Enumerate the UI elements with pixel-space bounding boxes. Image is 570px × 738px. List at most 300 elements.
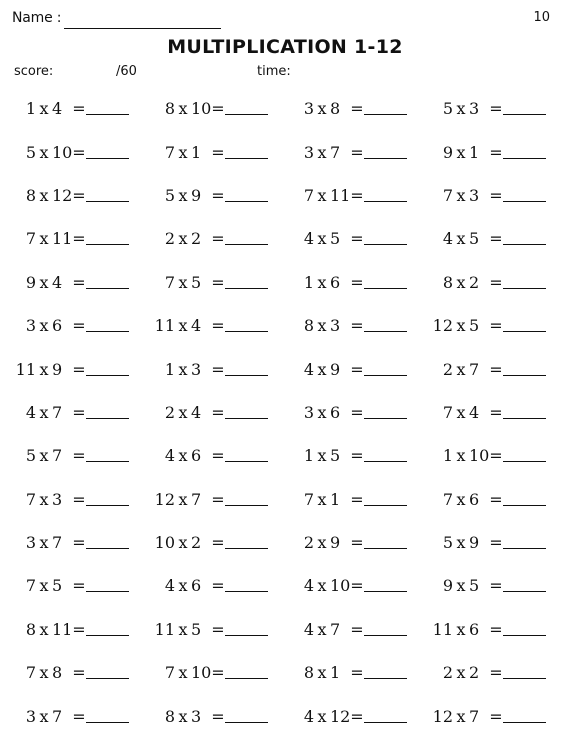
factor-b: 3 bbox=[191, 359, 202, 379]
factor-b: 8 bbox=[52, 663, 63, 683]
times-sign: x bbox=[178, 316, 188, 336]
equals-sign: = bbox=[211, 99, 225, 119]
factor-b: 6 bbox=[330, 402, 341, 422]
problem bbox=[14, 564, 129, 607]
problem-row bbox=[0, 130, 570, 173]
problem bbox=[431, 87, 546, 130]
equals-sign: = bbox=[72, 706, 86, 726]
factor-a: 11 bbox=[15, 359, 36, 379]
factor-a: 3 bbox=[303, 99, 314, 119]
factor-b: 5 bbox=[191, 272, 202, 292]
problem bbox=[153, 174, 268, 217]
factor-a: 12 bbox=[432, 316, 453, 336]
times-sign: x bbox=[456, 142, 466, 162]
equals-sign: = bbox=[350, 663, 364, 683]
times-sign: x bbox=[317, 576, 327, 596]
equals-sign: = bbox=[489, 272, 503, 292]
answer-blank[interactable] bbox=[225, 288, 268, 289]
times-sign: x bbox=[39, 533, 49, 553]
problem bbox=[153, 694, 268, 737]
times-sign: x bbox=[317, 316, 327, 336]
answer-blank[interactable] bbox=[86, 678, 129, 679]
factor-a: 7 bbox=[164, 272, 175, 292]
factor-b: 7 bbox=[330, 619, 341, 639]
factor-b: 10 bbox=[52, 142, 73, 162]
equals-sign: = bbox=[211, 142, 225, 162]
times-sign: x bbox=[456, 576, 466, 596]
times-sign: x bbox=[39, 272, 49, 292]
factor-a: 9 bbox=[442, 142, 453, 162]
times-sign: x bbox=[39, 663, 49, 683]
problem-row bbox=[0, 434, 570, 477]
problem bbox=[14, 608, 129, 651]
equals-sign: = bbox=[489, 402, 503, 422]
answer-blank[interactable] bbox=[364, 591, 407, 592]
answer-blank[interactable] bbox=[364, 158, 407, 159]
answer-blank[interactable] bbox=[86, 418, 129, 419]
problem-row bbox=[0, 174, 570, 217]
equals-sign: = bbox=[72, 489, 86, 509]
factor-b: 4 bbox=[191, 316, 202, 336]
factor-a: 8 bbox=[25, 185, 36, 205]
answer-blank[interactable] bbox=[364, 418, 407, 419]
times-sign: x bbox=[456, 99, 466, 119]
equals-sign: = bbox=[72, 446, 86, 466]
factor-a: 5 bbox=[25, 142, 36, 162]
equals-sign: = bbox=[72, 402, 86, 422]
times-sign: x bbox=[39, 489, 49, 509]
equals-sign: = bbox=[489, 359, 503, 379]
answer-blank[interactable] bbox=[364, 461, 407, 462]
times-sign: x bbox=[317, 142, 327, 162]
equals-sign: = bbox=[72, 359, 86, 379]
factor-a: 2 bbox=[303, 533, 314, 553]
equals-sign: = bbox=[72, 229, 86, 249]
answer-blank[interactable] bbox=[225, 635, 268, 636]
factor-b: 6 bbox=[469, 619, 480, 639]
answer-blank[interactable] bbox=[225, 418, 268, 419]
problem bbox=[153, 130, 268, 173]
problem bbox=[292, 174, 407, 217]
equals-sign: = bbox=[350, 185, 364, 205]
answer-blank[interactable] bbox=[503, 158, 546, 159]
factor-a: 4 bbox=[303, 359, 314, 379]
factor-b: 5 bbox=[469, 229, 480, 249]
factor-b: 9 bbox=[469, 533, 480, 553]
times-sign: x bbox=[39, 402, 49, 422]
problem bbox=[153, 608, 268, 651]
equals-sign: = bbox=[211, 619, 225, 639]
factor-a: 5 bbox=[164, 185, 175, 205]
times-sign: x bbox=[317, 706, 327, 726]
times-sign: x bbox=[456, 489, 466, 509]
equals-sign: = bbox=[211, 316, 225, 336]
equals-sign: = bbox=[211, 576, 225, 596]
answer-blank[interactable] bbox=[503, 505, 546, 506]
problem bbox=[431, 694, 546, 737]
factor-b: 1 bbox=[191, 142, 202, 162]
equals-sign: = bbox=[350, 402, 364, 422]
factor-a: 4 bbox=[442, 229, 453, 249]
factor-a: 4 bbox=[164, 446, 175, 466]
factor-a: 8 bbox=[25, 619, 36, 639]
equals-sign: = bbox=[489, 619, 503, 639]
factor-b: 5 bbox=[469, 576, 480, 596]
problem bbox=[14, 261, 129, 304]
answer-blank[interactable] bbox=[225, 158, 268, 159]
equals-sign: = bbox=[211, 446, 225, 466]
problem bbox=[153, 651, 268, 694]
equals-sign: = bbox=[489, 316, 503, 336]
answer-blank[interactable] bbox=[225, 678, 268, 679]
factor-a: 1 bbox=[164, 359, 175, 379]
answer-blank[interactable] bbox=[86, 288, 129, 289]
equals-sign: = bbox=[211, 489, 225, 509]
equals-sign: = bbox=[72, 533, 86, 553]
times-sign: x bbox=[456, 316, 466, 336]
problem bbox=[292, 261, 407, 304]
problem-row bbox=[0, 347, 570, 390]
equals-sign: = bbox=[350, 142, 364, 162]
answer-blank[interactable] bbox=[86, 244, 129, 245]
problem bbox=[14, 217, 129, 260]
times-sign: x bbox=[317, 272, 327, 292]
equals-sign: = bbox=[350, 272, 364, 292]
answer-blank[interactable] bbox=[225, 548, 268, 549]
equals-sign: = bbox=[72, 619, 86, 639]
answer-blank[interactable] bbox=[503, 114, 546, 115]
factor-a: 12 bbox=[154, 489, 175, 509]
factor-b: 4 bbox=[191, 402, 202, 422]
factor-b: 3 bbox=[330, 316, 341, 336]
factor-a: 4 bbox=[303, 576, 314, 596]
factor-b: 4 bbox=[52, 99, 63, 119]
answer-blank[interactable] bbox=[364, 331, 407, 332]
answer-blank[interactable] bbox=[86, 331, 129, 332]
factor-b: 1 bbox=[330, 489, 341, 509]
equals-sign: = bbox=[350, 706, 364, 726]
times-sign: x bbox=[178, 619, 188, 639]
factor-b: 11 bbox=[330, 185, 351, 205]
problem bbox=[14, 694, 129, 737]
equals-sign: = bbox=[489, 229, 503, 249]
equals-sign: = bbox=[350, 446, 364, 466]
problem bbox=[292, 434, 407, 477]
times-sign: x bbox=[178, 402, 188, 422]
factor-b: 9 bbox=[191, 185, 202, 205]
page-number: 10 bbox=[533, 10, 550, 25]
answer-blank[interactable] bbox=[86, 505, 129, 506]
times-sign: x bbox=[178, 359, 188, 379]
times-sign: x bbox=[456, 706, 466, 726]
equals-sign: = bbox=[350, 316, 364, 336]
times-sign: x bbox=[39, 446, 49, 466]
problem bbox=[292, 87, 407, 130]
answer-blank[interactable] bbox=[503, 244, 546, 245]
equals-sign: = bbox=[350, 533, 364, 553]
factor-b: 6 bbox=[469, 489, 480, 509]
equals-sign: = bbox=[72, 142, 86, 162]
equals-sign: = bbox=[211, 533, 225, 553]
times-sign: x bbox=[456, 446, 466, 466]
answer-blank[interactable] bbox=[503, 722, 546, 723]
answer-blank[interactable] bbox=[503, 678, 546, 679]
answer-blank[interactable] bbox=[503, 375, 546, 376]
problem bbox=[292, 521, 407, 564]
answer-blank[interactable] bbox=[86, 201, 129, 202]
problem-row bbox=[0, 564, 570, 607]
answer-blank[interactable] bbox=[503, 418, 546, 419]
factor-a: 3 bbox=[25, 533, 36, 553]
factor-b: 7 bbox=[52, 533, 63, 553]
factor-a: 4 bbox=[303, 619, 314, 639]
answer-blank[interactable] bbox=[225, 201, 268, 202]
problem bbox=[431, 130, 546, 173]
answer-blank[interactable] bbox=[225, 461, 268, 462]
problem bbox=[153, 217, 268, 260]
times-sign: x bbox=[178, 142, 188, 162]
problem-row bbox=[0, 651, 570, 694]
times-sign: x bbox=[456, 359, 466, 379]
problem bbox=[153, 87, 268, 130]
times-sign: x bbox=[178, 533, 188, 553]
problem bbox=[153, 478, 268, 521]
problem bbox=[292, 651, 407, 694]
problem bbox=[14, 304, 129, 347]
answer-blank[interactable] bbox=[86, 548, 129, 549]
factor-a: 9 bbox=[442, 576, 453, 596]
factor-a: 8 bbox=[164, 706, 175, 726]
problem bbox=[292, 608, 407, 651]
answer-blank[interactable] bbox=[364, 505, 407, 506]
factor-b: 10 bbox=[191, 663, 212, 683]
answer-blank[interactable] bbox=[503, 288, 546, 289]
answer-blank[interactable] bbox=[364, 548, 407, 549]
factor-a: 7 bbox=[303, 489, 314, 509]
factor-b: 12 bbox=[52, 185, 73, 205]
times-sign: x bbox=[456, 229, 466, 249]
time-label: time: bbox=[257, 64, 291, 79]
answer-blank[interactable] bbox=[86, 635, 129, 636]
problem bbox=[14, 521, 129, 564]
problem-row bbox=[0, 304, 570, 347]
answer-blank[interactable] bbox=[225, 375, 268, 376]
equals-sign: = bbox=[72, 99, 86, 119]
problem bbox=[431, 564, 546, 607]
answer-blank[interactable] bbox=[225, 722, 268, 723]
times-sign: x bbox=[39, 316, 49, 336]
answer-blank[interactable] bbox=[86, 114, 129, 115]
times-sign: x bbox=[317, 533, 327, 553]
answer-blank[interactable] bbox=[225, 114, 268, 115]
factor-a: 7 bbox=[25, 229, 36, 249]
factor-b: 6 bbox=[330, 272, 341, 292]
factor-b: 7 bbox=[469, 359, 480, 379]
factor-a: 1 bbox=[303, 446, 314, 466]
answer-blank[interactable] bbox=[503, 461, 546, 462]
factor-a: 7 bbox=[25, 489, 36, 509]
answer-blank[interactable] bbox=[503, 548, 546, 549]
factor-a: 10 bbox=[154, 533, 175, 553]
problem-row bbox=[0, 217, 570, 260]
factor-a: 7 bbox=[164, 142, 175, 162]
equals-sign: = bbox=[489, 489, 503, 509]
problem bbox=[292, 694, 407, 737]
factor-a: 7 bbox=[442, 402, 453, 422]
problem bbox=[431, 261, 546, 304]
answer-blank[interactable] bbox=[503, 201, 546, 202]
equals-sign: = bbox=[211, 706, 225, 726]
answer-blank[interactable] bbox=[364, 114, 407, 115]
answer-blank[interactable] bbox=[364, 288, 407, 289]
equals-sign: = bbox=[72, 663, 86, 683]
name-label: Name : bbox=[12, 10, 62, 26]
problem bbox=[14, 87, 129, 130]
answer-blank[interactable] bbox=[86, 158, 129, 159]
problem bbox=[431, 434, 546, 477]
factor-b: 9 bbox=[330, 533, 341, 553]
equals-sign: = bbox=[211, 402, 225, 422]
problem bbox=[431, 391, 546, 434]
answer-blank[interactable] bbox=[86, 722, 129, 723]
equals-sign: = bbox=[72, 272, 86, 292]
factor-b: 7 bbox=[469, 706, 480, 726]
factor-a: 7 bbox=[303, 185, 314, 205]
answer-blank[interactable] bbox=[503, 591, 546, 592]
problem bbox=[292, 478, 407, 521]
factor-b: 7 bbox=[52, 402, 63, 422]
equals-sign: = bbox=[350, 489, 364, 509]
problem bbox=[153, 304, 268, 347]
equals-sign: = bbox=[489, 185, 503, 205]
times-sign: x bbox=[39, 359, 49, 379]
problem-row bbox=[0, 261, 570, 304]
page-title: MULTIPLICATION 1-12 bbox=[167, 36, 403, 58]
factor-b: 7 bbox=[330, 142, 341, 162]
factor-a: 11 bbox=[432, 619, 453, 639]
factor-b: 3 bbox=[191, 706, 202, 726]
problem bbox=[153, 564, 268, 607]
answer-blank[interactable] bbox=[364, 244, 407, 245]
factor-b: 4 bbox=[52, 272, 63, 292]
factor-a: 4 bbox=[303, 229, 314, 249]
times-sign: x bbox=[317, 229, 327, 249]
equals-sign: = bbox=[350, 99, 364, 119]
factor-a: 8 bbox=[442, 272, 453, 292]
equals-sign: = bbox=[350, 576, 364, 596]
times-sign: x bbox=[178, 185, 188, 205]
problem bbox=[292, 217, 407, 260]
factor-b: 6 bbox=[191, 446, 202, 466]
problem bbox=[292, 130, 407, 173]
answer-blank[interactable] bbox=[503, 635, 546, 636]
times-sign: x bbox=[317, 99, 327, 119]
equals-sign: = bbox=[72, 576, 86, 596]
problem bbox=[14, 174, 129, 217]
score-total: /60 bbox=[116, 64, 137, 79]
factor-a: 5 bbox=[25, 446, 36, 466]
equals-sign: = bbox=[211, 185, 225, 205]
factor-a: 3 bbox=[303, 142, 314, 162]
times-sign: x bbox=[456, 185, 466, 205]
problem-row bbox=[0, 608, 570, 651]
answer-blank[interactable] bbox=[364, 635, 407, 636]
factor-a: 5 bbox=[442, 533, 453, 553]
problem bbox=[292, 391, 407, 434]
answer-blank[interactable] bbox=[86, 375, 129, 376]
factor-b: 1 bbox=[330, 663, 341, 683]
factor-b: 6 bbox=[52, 316, 63, 336]
answer-blank[interactable] bbox=[364, 201, 407, 202]
factor-b: 2 bbox=[469, 272, 480, 292]
factor-b: 3 bbox=[469, 99, 480, 119]
factor-b: 10 bbox=[330, 576, 351, 596]
factor-a: 5 bbox=[442, 99, 453, 119]
times-sign: x bbox=[317, 663, 327, 683]
answer-blank[interactable] bbox=[503, 331, 546, 332]
problem-row bbox=[0, 521, 570, 564]
factor-a: 2 bbox=[442, 359, 453, 379]
name-line[interactable] bbox=[64, 28, 221, 29]
equals-sign: = bbox=[350, 359, 364, 379]
equals-sign: = bbox=[350, 619, 364, 639]
times-sign: x bbox=[39, 142, 49, 162]
factor-a: 1 bbox=[25, 99, 36, 119]
answer-blank[interactable] bbox=[225, 331, 268, 332]
answer-blank[interactable] bbox=[225, 591, 268, 592]
times-sign: x bbox=[178, 446, 188, 466]
problem bbox=[431, 347, 546, 390]
factor-b: 2 bbox=[469, 663, 480, 683]
answer-blank[interactable] bbox=[86, 461, 129, 462]
problem bbox=[14, 478, 129, 521]
problem-row bbox=[0, 478, 570, 521]
answer-blank[interactable] bbox=[225, 244, 268, 245]
problem bbox=[292, 304, 407, 347]
factor-a: 1 bbox=[303, 272, 314, 292]
equals-sign: = bbox=[489, 533, 503, 553]
factor-b: 11 bbox=[52, 619, 73, 639]
times-sign: x bbox=[178, 229, 188, 249]
factor-a: 8 bbox=[164, 99, 175, 119]
problem bbox=[292, 564, 407, 607]
factor-b: 4 bbox=[469, 402, 480, 422]
factor-b: 5 bbox=[330, 446, 341, 466]
times-sign: x bbox=[456, 619, 466, 639]
answer-blank[interactable] bbox=[225, 505, 268, 506]
factor-b: 8 bbox=[330, 99, 341, 119]
factor-a: 11 bbox=[154, 316, 175, 336]
equals-sign: = bbox=[211, 359, 225, 379]
factor-a: 8 bbox=[303, 316, 314, 336]
factor-a: 7 bbox=[442, 489, 453, 509]
answer-blank[interactable] bbox=[364, 722, 407, 723]
factor-a: 3 bbox=[25, 316, 36, 336]
problem bbox=[292, 347, 407, 390]
problem bbox=[153, 434, 268, 477]
factor-b: 7 bbox=[191, 489, 202, 509]
answer-blank[interactable] bbox=[86, 591, 129, 592]
equals-sign: = bbox=[489, 663, 503, 683]
times-sign: x bbox=[39, 619, 49, 639]
factor-b: 1 bbox=[469, 142, 480, 162]
factor-b: 7 bbox=[52, 446, 63, 466]
equals-sign: = bbox=[489, 99, 503, 119]
problem bbox=[14, 434, 129, 477]
factor-b: 9 bbox=[52, 359, 63, 379]
answer-blank[interactable] bbox=[364, 678, 407, 679]
answer-blank[interactable] bbox=[364, 375, 407, 376]
